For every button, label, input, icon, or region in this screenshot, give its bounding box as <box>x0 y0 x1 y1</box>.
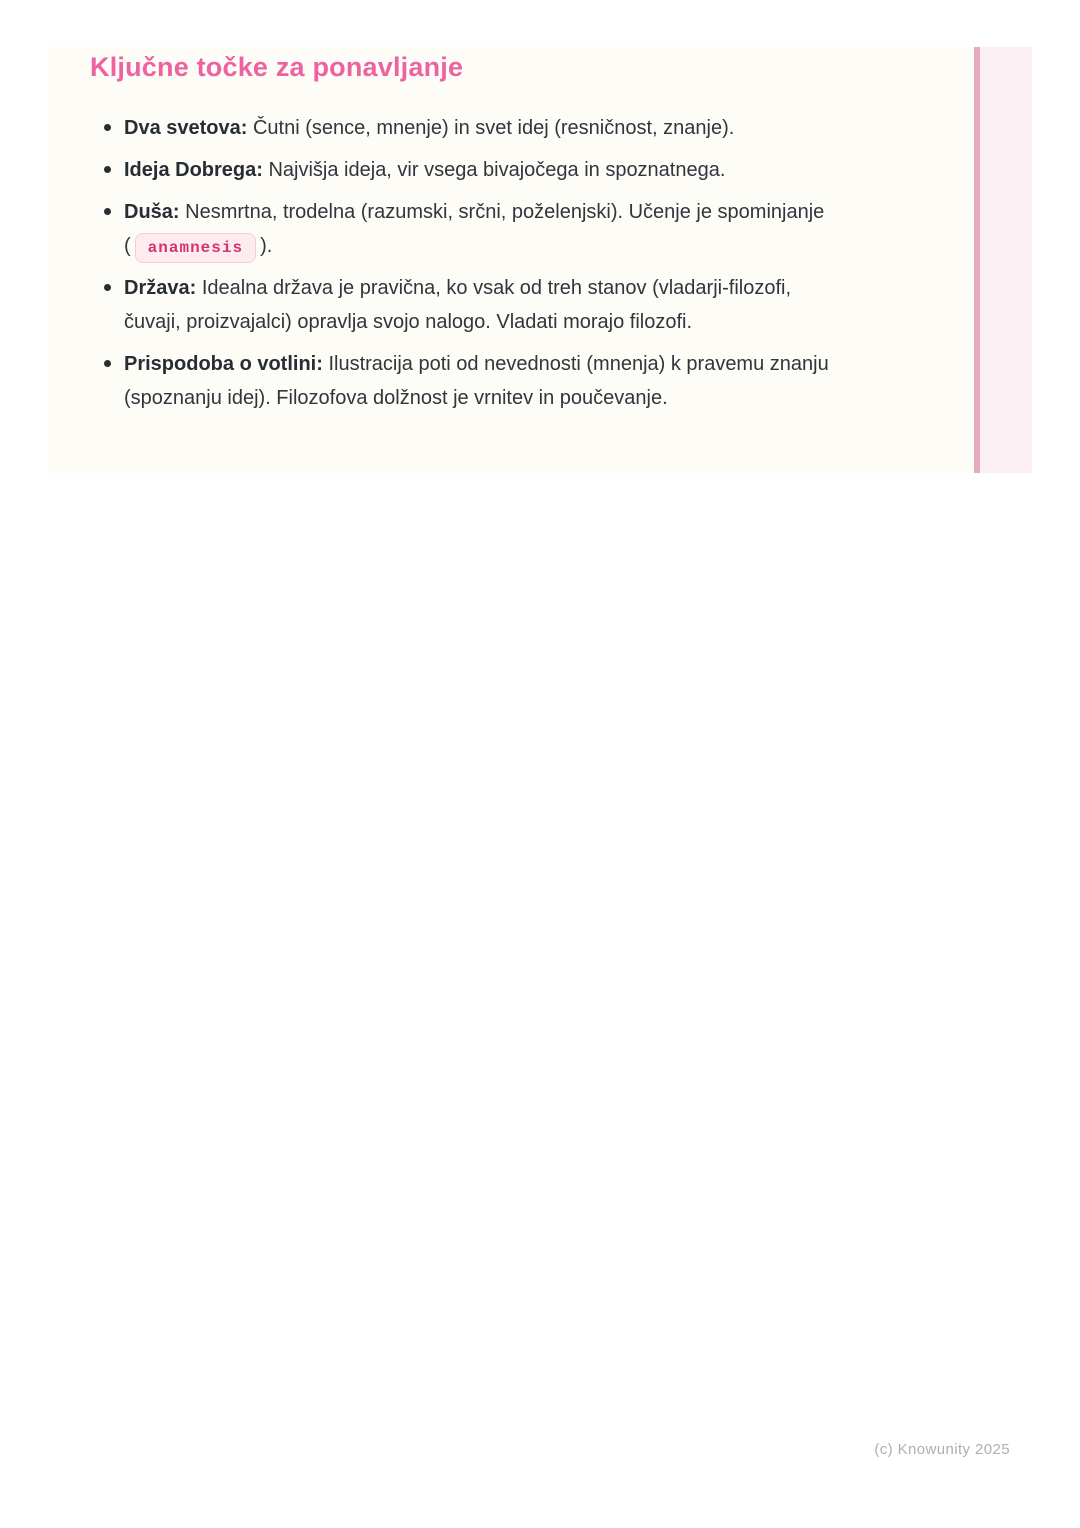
card-content <box>48 47 1032 415</box>
list-item: Država: Idealna država je pravična, ko vsak od treh stanov (vladarji-filozofi, čuvaji, proizvajalci) opravlja svojo nalogo. Vladati morajo filozofi. <box>124 271 830 339</box>
page-title: Ključne točke za ponavljanje <box>90 52 464 82</box>
key-points-list <box>90 111 912 415</box>
list-item: Ideja Dobrega: Najvišja ideja, vir vsega bivajočega in spoznatnega. <box>124 153 830 187</box>
list-item: Duša: Nesmrtna, trodelna (razumski, srčni, poželenjski). Učenje je spominjanje ( anamnesis ). <box>124 195 830 263</box>
bullet-term: Dva svetova: <box>124 117 248 139</box>
copyright-footer: (c) Knowunity 2025 <box>874 1441 1010 1458</box>
bullet-term: Država: <box>124 277 197 299</box>
list-item: Dva svetova: Čutni (sence, mnenje) in svet idej (resničnost, znanje). <box>124 111 830 145</box>
bullet-term: Ideja Dobrega: <box>124 159 263 181</box>
bullet-term: Duša: <box>124 201 180 223</box>
summary-card <box>48 47 1032 473</box>
inline-code-anamnesis: anamnesis <box>135 233 256 263</box>
list-item: Prispodoba o votlini: Ilustracija poti od nevednosti (mnenja) k pravemu znanju (spoznanju idej). Filozofova dolžnost je vrnitev in poučevanje. <box>124 347 830 415</box>
bullet-term: Prispodoba o votlini: <box>124 353 323 375</box>
